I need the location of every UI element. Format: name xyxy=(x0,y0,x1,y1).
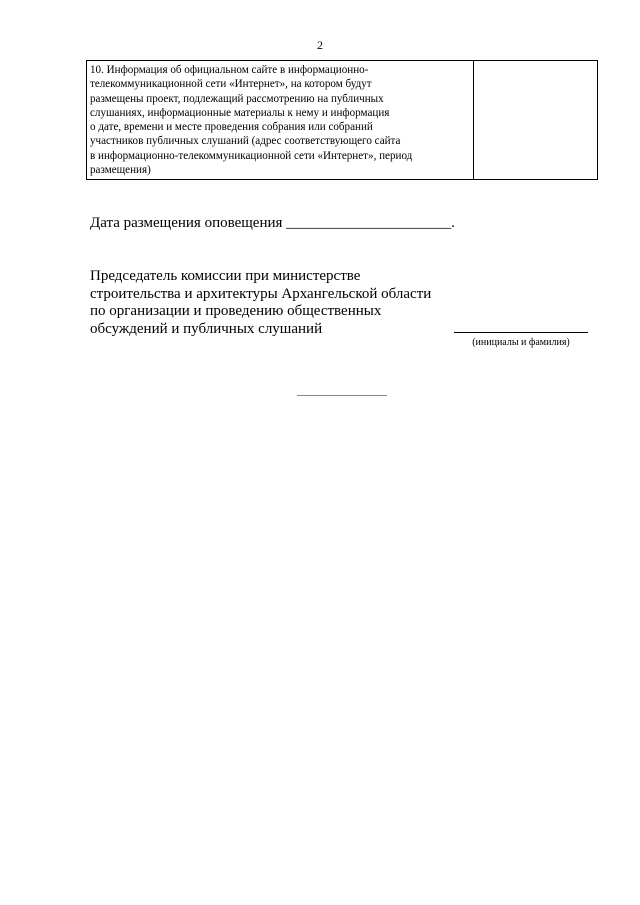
document-end-divider xyxy=(297,395,387,396)
page-number: 2 xyxy=(317,38,323,52)
table-cell-value xyxy=(474,61,597,179)
table-cell-description: 10. Информация об официальном сайте в информационно- телекоммуникационной сети «Интернет», на котором будут размещены проект, подлежащий рассмотрению на публичных слушаниях, информационные материалы к нему и информация о дате, времени и месте проведения собрания или собраний участников публичных слушаний (адрес соответствующего сайта в информационно-телекоммуникационной сети «Интернет», период размещения) xyxy=(87,61,474,179)
chairman-title: Председатель комиссии при министерстве строительства и архитектуры Архангельской области по организации и проведению общественных обсуждений и публичных слушаний xyxy=(90,268,432,338)
signature-caption: (инициалы и фамилия) xyxy=(472,337,570,348)
signature-line xyxy=(454,332,588,333)
info-table xyxy=(86,60,598,180)
publication-date-line: Дата размещения оповещения ______________________. xyxy=(90,215,455,231)
